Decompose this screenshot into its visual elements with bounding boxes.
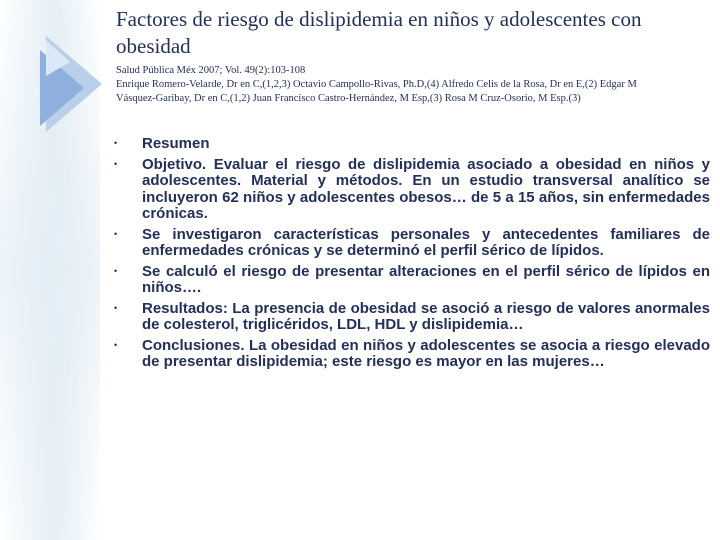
bullet-item-resultados: [112, 301, 710, 334]
bullet-icon: •: [114, 265, 118, 276]
bullet-text: Conclusiones. La obesidad en niños y adolescentes se asocia a riesgo elevado de presentar dislipidemia; este riesgo es mayor en las mujeres…: [142, 336, 710, 370]
bullet-icon: •: [114, 158, 118, 169]
bullet-item-riesgo: [112, 264, 710, 297]
slide-title: Factores de riesgo de dislipidemia en niños y adolescentes con obesidad: [116, 7, 642, 58]
bullet-list: [112, 136, 710, 375]
bullet-item-conclusiones: [112, 338, 710, 371]
bullet-icon: •: [114, 228, 118, 239]
bullet-text: Resultados: La presencia de obesidad se asoció a riesgo de valores anormales de colesterol, triglicéridos, LDL, HDL y dislipidemia…: [142, 299, 710, 333]
bullet-text: Se calculó el riesgo de presentar alteraciones en el perfil sérico de lípidos en niños….: [142, 262, 710, 296]
citation-line: Salud Pública Méx 2007; Vol. 49(2):103-108: [116, 65, 306, 76]
triangle-logo-icon: [40, 36, 102, 132]
bullet-text: Se investigaron características personales y antecedentes familiares de enfermedades crónicas y se determinó el perfil sérico de lípidos.: [142, 225, 710, 259]
bullet-item-resumen: [112, 136, 710, 153]
citation-line: Enrique Romero-Velarde, Dr en C,(1,2,3) Octavio Campollo-Rivas, Ph.D,(4) Alfredo Celis de la Rosa, Dr en E,(2) Edgar M: [116, 79, 637, 90]
bullet-item-investigacion: [112, 227, 710, 260]
bullet-icon: •: [114, 302, 118, 313]
citation-line: Vásquez-Garibay, Dr en C,(1,2) Juan Francisco Castro-Hernández, M Esp,(3) Rosa M Cruz-Osorio, M Esp.(3): [116, 93, 581, 104]
bullet-text: Resumen: [142, 135, 210, 152]
bullet-text: Objetivo. Evaluar el riesgo de dislipidemia asociado a obesidad en niños y adolescentes. Material y métodos. En un estudio transversal analítico se incluyeron 62 niños y adolescentes obesos… de 5 a 15 años, sin enfermedades crónicas.: [142, 155, 710, 222]
bullet-icon: •: [114, 339, 118, 350]
citation: [116, 64, 716, 106]
bullet-item-objetivo: [112, 157, 710, 223]
bullet-icon: •: [114, 138, 118, 148]
